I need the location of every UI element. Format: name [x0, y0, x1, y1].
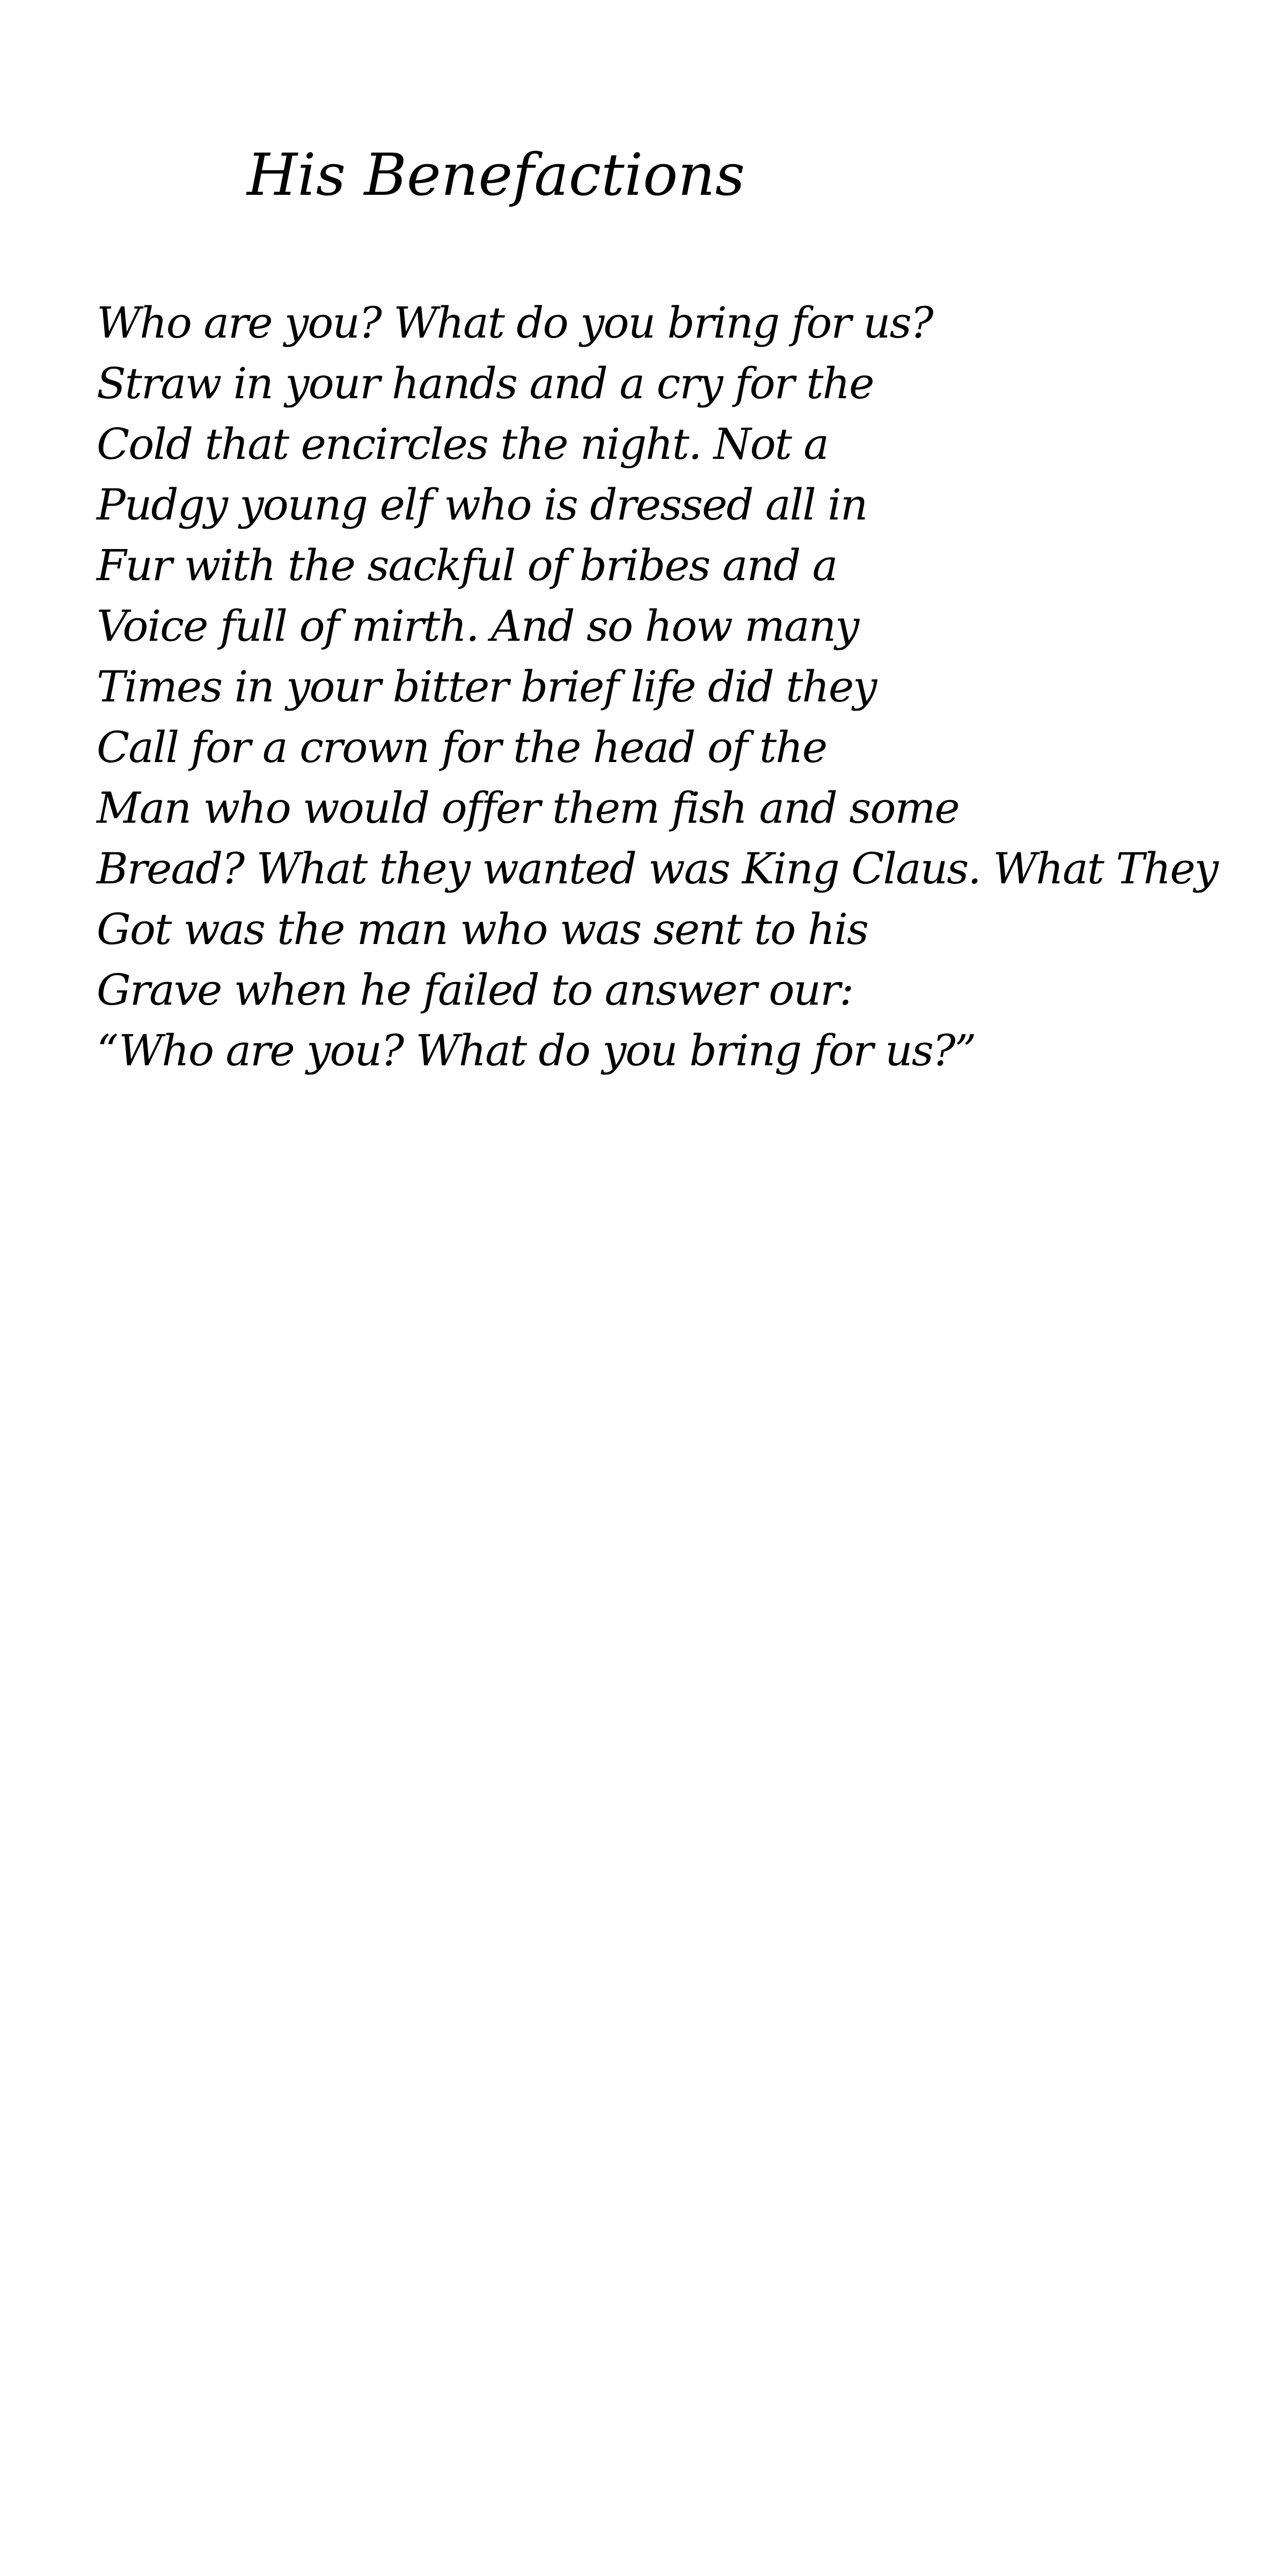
poem-line: Fur with the sackful of bribes and a [97, 540, 837, 590]
poem-line: Grave when he failed to answer our: [97, 965, 853, 1015]
poem-line: Pudgy young elf who is dressed all in [97, 480, 867, 530]
poem-line: Who are you? What do you bring for us? [97, 298, 933, 348]
poem-line: Voice full of mirth. And so how many [97, 601, 859, 651]
poem-line: Got was the man who was sent to his [97, 904, 868, 954]
poem-line: Times in your bitter brief life did they [97, 662, 876, 712]
poem-line: Man who would offer them fish and some [97, 783, 959, 833]
poem-body [97, 292, 1218, 1081]
poem-line: “Who are you? What do you bring for us?” [97, 1026, 976, 1075]
poem-line: Straw in your hands and a cry for the [97, 358, 874, 408]
poem-title: His Benefactions [247, 142, 745, 209]
poem-line: Cold that encircles the night. Not a [97, 419, 828, 469]
poem-line: Call for a crown for the head of the [97, 722, 827, 772]
poem-line: Bread? What they wanted was King Claus. What They [97, 844, 1218, 894]
